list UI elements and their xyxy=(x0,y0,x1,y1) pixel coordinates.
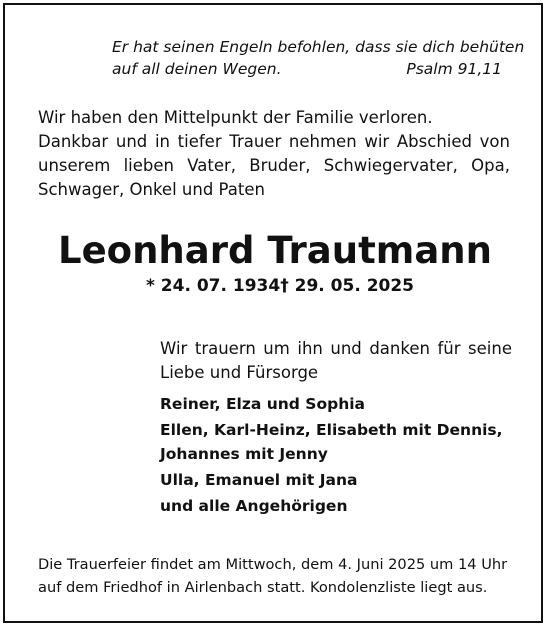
mourning-line-1: Wir trauern um ihn und danken für seine xyxy=(160,339,512,358)
service-line-2: auf dem Friedhof in Airlenbach statt. Kondolenzliste liegt aus. xyxy=(38,579,488,596)
psalm-text-1: Er hat seinen Engeln befohlen, dass sie dich behüten xyxy=(112,38,525,56)
bereaved-relatives: und alle Angehörigen xyxy=(160,497,348,515)
psalm-line-2 xyxy=(112,58,502,80)
mourning-line-2: Liebe und Fürsorge xyxy=(160,363,319,382)
bereaved-list xyxy=(160,392,503,518)
bereaved-family-2: Ellen, Karl-Heinz, Elisabeth mit Dennis, xyxy=(160,421,503,439)
obituary-border xyxy=(3,3,543,623)
funeral-service-info xyxy=(38,553,510,599)
deceased-name: Leonhard Trautmann xyxy=(58,229,492,272)
psalm-reference: Psalm 91,11 xyxy=(406,60,502,78)
intro-line-3: unserem lieben Vater, Bruder, Schwiegervater, Opa, xyxy=(38,156,510,175)
intro-line-1: Wir haben den Mittelpunkt der Familie verloren. xyxy=(38,108,433,127)
intro-text xyxy=(38,106,510,202)
intro-line-2: Dankbar und in tiefer Trauer nehmen wir Abschied von xyxy=(38,132,510,151)
bereaved-family-2-cont: Johannes mit Jenny xyxy=(160,445,328,463)
bereaved-family-1: Reiner, Elza und Sophia xyxy=(160,395,366,413)
life-dates xyxy=(146,276,415,296)
psalm-text-2: auf all deinen Wegen. xyxy=(112,60,282,78)
psalm-line-1 xyxy=(112,36,525,58)
birth-date: * 24. 07. 1934 xyxy=(146,276,281,296)
service-line-1: Die Trauerfeier findet am Mittwoch, dem 4. Juni 2025 um 14 Uhr xyxy=(38,556,508,573)
bereaved-family-3: Ulla, Emanuel mit Jana xyxy=(160,471,358,489)
intro-line-4: Schwager, Onkel und Paten xyxy=(38,180,265,199)
mourning-text xyxy=(160,337,512,385)
death-date: † 29. 05. 2025 xyxy=(280,276,415,296)
psalm-quote xyxy=(112,36,525,80)
